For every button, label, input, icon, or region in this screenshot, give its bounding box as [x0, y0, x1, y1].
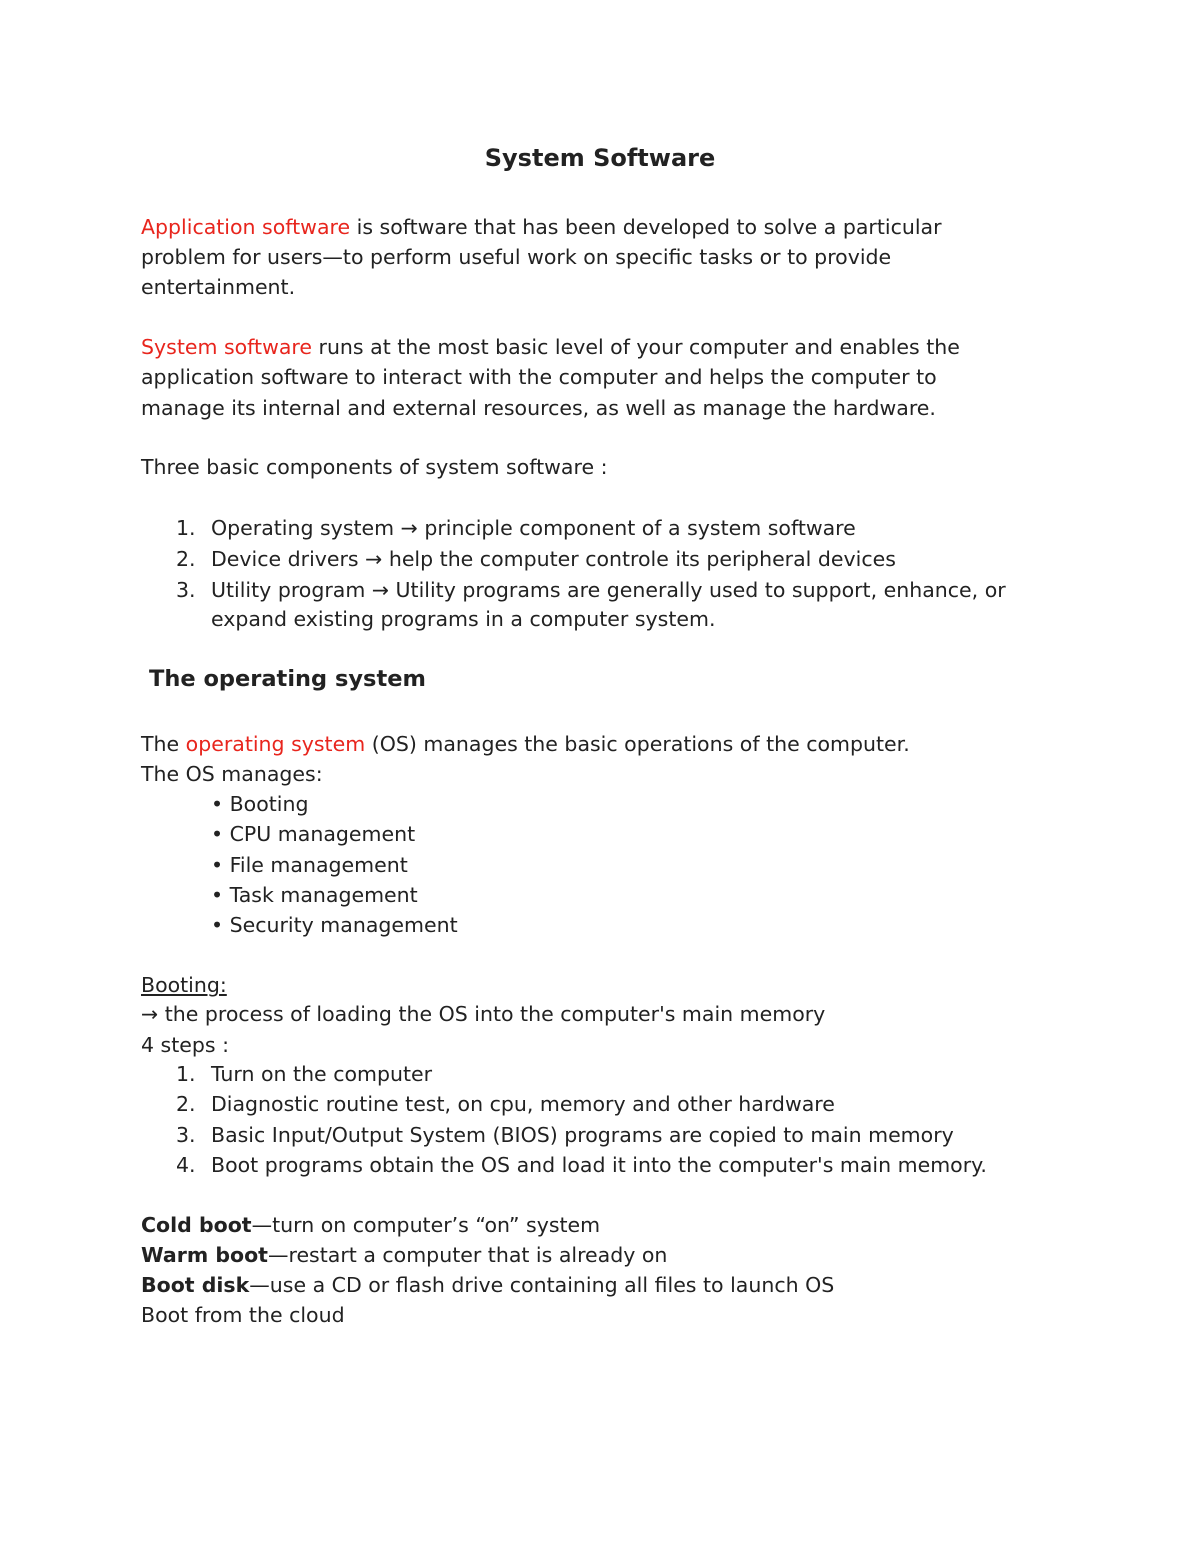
paragraph-text: runs at the most basic level of your computer and enables the — [312, 335, 960, 359]
bullet-text: Task management — [229, 883, 418, 907]
term-system-software: System software — [141, 335, 312, 359]
list-item: Device drivers → help the computer controle its peripheral devices — [211, 547, 896, 571]
list-number: 3. — [176, 1123, 196, 1147]
os-definition — [141, 729, 910, 759]
boot-term: Boot disk — [141, 1273, 250, 1297]
list-number: 4. — [176, 1153, 196, 1177]
list-item: Turn on the computer — [211, 1062, 433, 1086]
bullet-item: • CPU management — [211, 822, 416, 846]
paragraph-text: The — [141, 732, 186, 756]
list-item: Basic Input/Output System (BIOS) programs are copied to main memory — [211, 1123, 954, 1147]
boot-cloud: Boot from the cloud — [141, 1303, 345, 1327]
intro-paragraph-2-line-2: application software to interact with the computer and helps the computer to — [141, 365, 937, 389]
list-number: 3. — [176, 578, 196, 602]
bullet-text: Security management — [229, 913, 458, 937]
list-item: Utility program → Utility programs are generally used to support, enhance, or — [211, 578, 1006, 602]
paragraph-text: is software that has been developed to solve a particular — [350, 215, 942, 239]
intro-paragraph-2-line-1 — [141, 332, 960, 362]
bullet-item: • Security management — [211, 913, 458, 937]
list-item: Boot programs obtain the OS and load it into the computer's main memory. — [211, 1153, 987, 1177]
boot-type-cold — [141, 1210, 600, 1240]
list-number: 1. — [176, 1062, 196, 1086]
list-item: Diagnostic routine test, on cpu, memory and other hardware — [211, 1092, 835, 1116]
components-intro: Three basic components of system software : — [141, 455, 608, 479]
list-number: 1. — [176, 516, 196, 540]
intro-paragraph-1-line-2: problem for users—to perform useful work on specific tasks or to provide — [141, 245, 892, 269]
list-number: 2. — [176, 1092, 196, 1116]
list-item: Operating system → principle component of a system software — [211, 516, 856, 540]
intro-paragraph-1-line-3: entertainment. — [141, 275, 296, 299]
intro-paragraph-2-line-3: manage its internal and external resources, as well as manage the hardware. — [141, 396, 936, 420]
bullet-text: Booting — [229, 792, 309, 816]
intro-paragraph-1-line-1 — [141, 212, 942, 242]
list-item-continuation: expand existing programs in a computer system. — [211, 607, 716, 631]
booting-definition: → the process of loading the OS into the computer's main memory — [141, 1002, 826, 1026]
page-title: System Software — [484, 144, 716, 172]
section-heading: The operating system — [149, 666, 426, 692]
bullet-item: • Task management — [211, 883, 418, 907]
paragraph-text: (OS) manages the basic operations of the computer. — [365, 732, 910, 756]
os-manages-intro: The OS manages: — [141, 762, 323, 786]
boot-desc: —use a CD or flash drive containing all files to launch OS — [249, 1273, 835, 1297]
bullet-item: • Booting — [211, 792, 309, 816]
bullet-item: • File management — [211, 853, 408, 877]
boot-desc: —restart a computer that is already on — [267, 1243, 668, 1267]
list-number: 2. — [176, 547, 196, 571]
bullet-text: CPU management — [229, 822, 416, 846]
boot-term: Cold boot — [141, 1213, 252, 1237]
booting-label: Booting: — [141, 973, 227, 997]
term-operating-system: operating system — [185, 732, 366, 756]
boot-type-disk — [141, 1270, 834, 1300]
boot-term: Warm boot — [141, 1243, 268, 1267]
steps-intro: 4 steps : — [141, 1033, 230, 1057]
term-application-software: Application software — [141, 215, 351, 239]
boot-type-warm — [141, 1240, 667, 1270]
bullet-text: File management — [229, 853, 408, 877]
boot-desc: —turn on computer’s “on” system — [251, 1213, 601, 1237]
